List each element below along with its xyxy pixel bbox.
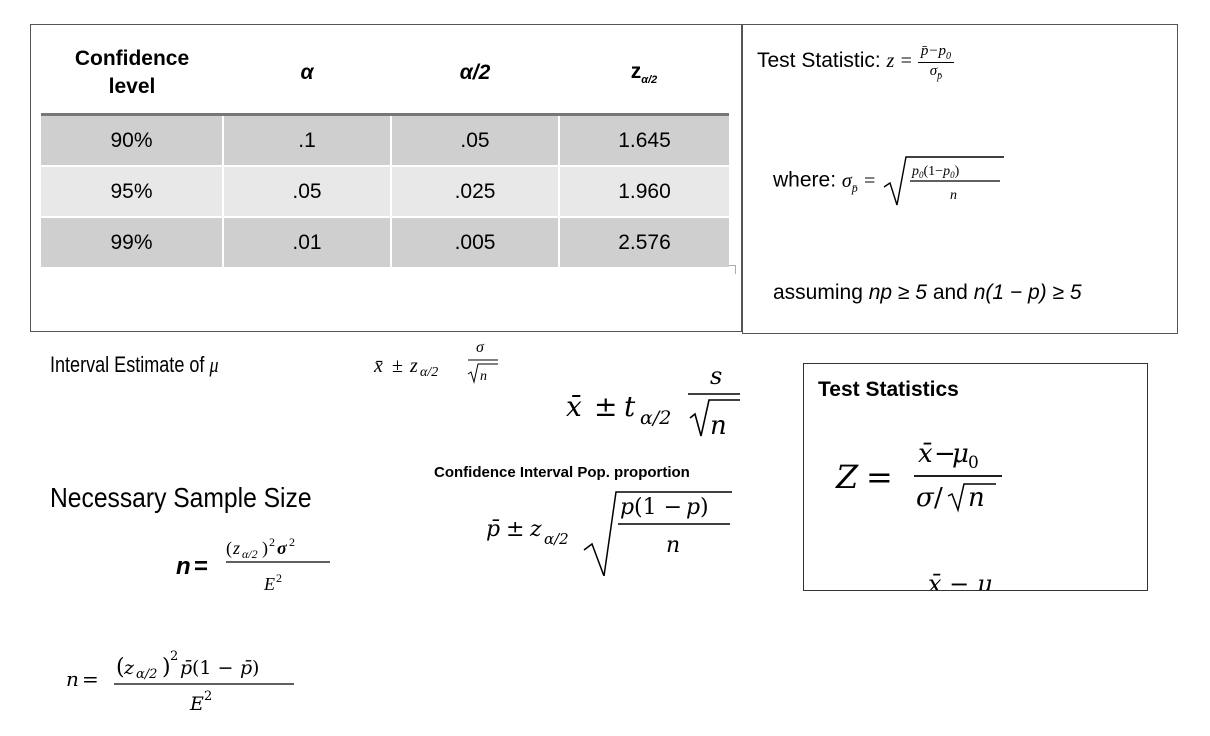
svg-text:p̄: p̄: [240, 657, 253, 679]
assumption-line: assuming np ≥ 5 and n(1 − p) ≥ 5: [773, 281, 1082, 304]
svg-text:n: n: [710, 411, 727, 441]
svg-text:2: 2: [269, 535, 275, 549]
cell-confidence: 99%: [41, 217, 223, 268]
svg-text:α/2: α/2: [420, 365, 439, 380]
t-interval-formula: [560, 358, 750, 444]
svg-text:p0(1−p0): $p_0(1-p_0)$: [912, 164, 960, 180]
svg-text:n: n: [950, 188, 958, 203]
svg-text:(1 −: (1 −: [634, 495, 683, 520]
table-header-row: [41, 33, 729, 115]
cell-alpha: .05: [223, 166, 391, 217]
cut-off-formula: [916, 568, 1016, 598]
svg-text:α/2: α/2: [242, 547, 258, 561]
svg-text:α/2: α/2: [136, 667, 158, 682]
corner-mark: [729, 265, 736, 274]
proportion-ci-caption: Confidence Interval Pop. proportion: [434, 464, 690, 481]
header-alpha-half: α/2: [391, 33, 559, 115]
svg-text:σ: σ: [916, 483, 934, 513]
confidence-table: [41, 33, 729, 269]
svg-text:): ): [162, 655, 171, 680]
svg-text:−: −: [934, 439, 956, 469]
cell-confidence: 90%: [41, 115, 223, 167]
header-z-alpha-half: $z_{\alpha/2}$: [559, 33, 729, 115]
svg-text:p̄: p̄: [180, 657, 193, 679]
sqrt-p-formula: [882, 153, 1006, 209]
svg-text:): ): [252, 657, 260, 679]
svg-text:/: /: [934, 483, 943, 513]
svg-text:2: 2: [276, 571, 282, 585]
proportion-ci-formula: [480, 484, 740, 576]
cell-alpha-half: .005: [391, 217, 559, 268]
svg-text:α/2: α/2: [544, 530, 569, 548]
sigma-p-formula: $\sigma_{p̄}$ =: [841, 169, 877, 195]
svg-text:n: n: [968, 483, 985, 513]
cell-alpha: .01: [223, 217, 391, 268]
svg-text:σ: σ: [277, 538, 287, 558]
svg-text:n: n: [66, 667, 79, 691]
test-statistics-heading: Test Statistics: [818, 378, 959, 401]
svg-text:=: =: [194, 553, 209, 580]
svg-text:(: (: [226, 538, 232, 558]
header-alpha: α: [223, 33, 391, 115]
z-proportion-formula: z = $\frac{p̄-p_0}{\sigma_{p̄}}$: [887, 50, 954, 72]
svg-text:p: p: [686, 495, 701, 520]
svg-text:2: 2: [170, 649, 179, 664]
svg-text:s: s: [710, 362, 723, 390]
svg-text:z: z: [124, 657, 135, 679]
cell-alpha-half: .025: [391, 166, 559, 217]
standard-error-proportion: [773, 153, 1006, 209]
svg-text:n: n: [480, 369, 487, 384]
proportion-test-statistic: [757, 43, 954, 82]
svg-text:x̄ − μ: x̄ − μ: [928, 570, 993, 598]
test-statistics-panel: [803, 363, 1148, 598]
svg-text:Z: Z: [836, 458, 859, 496]
svg-text:t: t: [624, 390, 636, 423]
svg-text:p̄: p̄: [486, 517, 501, 542]
table-row: [41, 166, 729, 217]
interval-estimate-label: Interval Estimate of μ: [50, 352, 219, 377]
svg-text:): ): [700, 495, 709, 520]
cell-alpha-half: .05: [391, 115, 559, 167]
svg-text:z: z: [410, 355, 418, 377]
cell-z: 2.576: [559, 217, 729, 268]
svg-text:x̄: x̄: [566, 390, 582, 423]
test-statistic-label: Test Statistic:: [757, 49, 881, 73]
svg-text:α/2: α/2: [640, 407, 672, 429]
proportion-test-panel: [742, 24, 1178, 334]
header-confidence-level: Confidence level: [41, 33, 223, 115]
svg-text:(: (: [116, 655, 125, 680]
cell-z: 1.645: [559, 115, 729, 167]
svg-text:σ: σ: [476, 339, 484, 356]
svg-text:±: ±: [392, 355, 403, 377]
svg-text:n: n: [666, 533, 681, 558]
svg-text:x̄: x̄: [918, 439, 933, 469]
table-row: [41, 217, 729, 268]
sample-size-proportion-formula: [60, 644, 310, 724]
svg-text:E: E: [190, 693, 204, 715]
svg-text:0: 0: [968, 453, 979, 473]
cell-z: 1.960: [559, 166, 729, 217]
svg-text:E: E: [264, 574, 275, 594]
necessary-sample-size-heading: Necessary Sample Size: [50, 482, 312, 513]
where-label: where:: [773, 168, 837, 192]
svg-text:z: z: [530, 517, 542, 542]
svg-text:=: =: [82, 667, 99, 691]
z-mean-test-formula: [832, 432, 1042, 522]
svg-text:n: n: [176, 553, 191, 580]
svg-text:z: z: [233, 538, 241, 558]
sample-size-mean-formula: [170, 528, 340, 602]
svg-text:2: 2: [289, 535, 295, 549]
svg-text:p: p: [620, 495, 635, 520]
confidence-table-panel: [30, 24, 742, 332]
svg-text:=: =: [866, 458, 893, 496]
svg-text:±: ±: [506, 517, 525, 542]
cell-alpha: .1: [223, 115, 391, 167]
svg-text:μ: μ: [952, 439, 969, 469]
svg-text:(1 −: (1 −: [192, 657, 234, 679]
cell-confidence: 95%: [41, 166, 223, 217]
z-interval-formula: [370, 334, 510, 398]
svg-text:): ): [262, 538, 268, 558]
svg-text:2: 2: [204, 689, 213, 704]
svg-text:x̄: x̄: [374, 355, 383, 377]
table-row: [41, 115, 729, 167]
svg-text:±: ±: [594, 390, 618, 423]
